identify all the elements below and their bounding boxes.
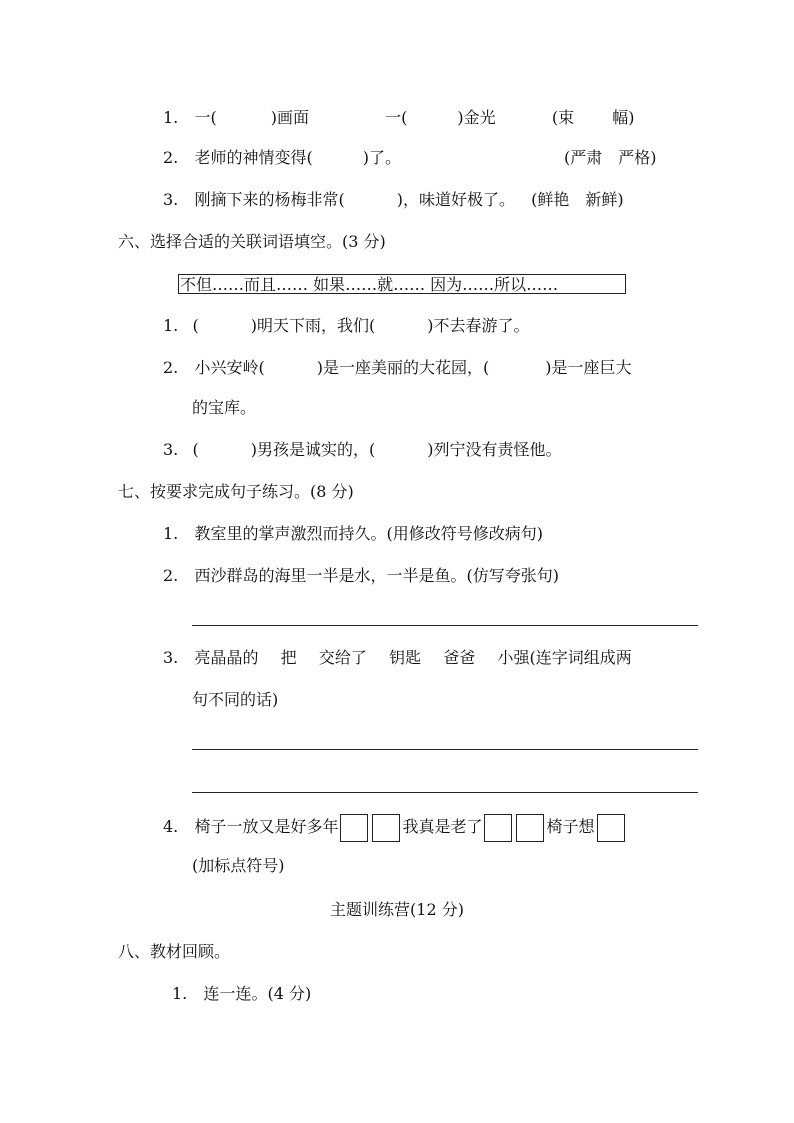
s5-q1-b-pre: 一( — [385, 108, 408, 127]
s6-q2-a: 小兴安岭( — [194, 358, 265, 377]
word-bank: 不但……而且…… 如果……就…… 因为……所以…… — [178, 274, 626, 294]
question-number: 2. — [163, 358, 179, 377]
answer-line[interactable] — [192, 749, 698, 750]
question-number: 4. — [163, 817, 179, 836]
s7-q1 — [163, 522, 543, 546]
s6-q2-cont: 的宝库。 — [192, 398, 257, 417]
s7-q4-part2: 我真是老了 — [402, 817, 483, 836]
s5-q2-pre: 老师的神情变得( — [194, 148, 313, 167]
s7-q2 — [163, 564, 559, 588]
s5-q2 — [163, 146, 401, 170]
s6-q1-b: )明天下雨，我们( — [250, 316, 376, 335]
s7-q1-text: 教室里的掌声激烈而持久。(用修改符号修改病句) — [194, 524, 543, 543]
s6-q1-a: ( — [192, 316, 199, 335]
word-chip: 交给了 — [318, 648, 367, 667]
question-number: 2. — [163, 566, 179, 585]
s8-q1-text: 连一连。(4 分) — [203, 984, 312, 1003]
s5-q3 — [163, 188, 624, 212]
s6-q2-c: )是一座巨大 — [545, 358, 632, 377]
answer-line[interactable] — [192, 625, 698, 626]
section-8-title: 八、教材回顾。 — [118, 942, 231, 961]
s5-q1-b-post: )金光 — [457, 108, 496, 127]
s7-q4-part3: 椅子想 — [546, 817, 595, 836]
s5-q1-opt-open: (束 — [551, 108, 575, 127]
s5-q1-a-pre: 一( — [194, 108, 217, 127]
word-chip: 亮晶晶的 — [194, 648, 259, 667]
word-chip: 爸爸 — [443, 648, 476, 667]
s5-q3-options: (鲜艳 新鲜) — [531, 190, 624, 209]
s5-q3-pre: 刚摘下来的杨梅非常( — [194, 190, 345, 209]
answer-line[interactable] — [192, 792, 698, 793]
s5-q1-a-post: )画面 — [270, 108, 309, 127]
s5-q2-post: )了。 — [362, 148, 401, 167]
punctuation-box[interactable] — [372, 814, 400, 842]
s7-q4-part1: 椅子一放又是好多年 — [194, 817, 339, 836]
word-chip: 钥匙 — [389, 648, 422, 667]
punctuation-box[interactable] — [597, 814, 625, 842]
s7-q3-instr: (连字词组成两 — [529, 648, 632, 667]
section-6-title: 六、选择合适的关联词语填空。(3 分) — [118, 232, 386, 251]
question-number: 1. — [163, 524, 179, 543]
s5-q2-options: (严肃 严格) — [564, 148, 657, 167]
question-number: 3. — [163, 648, 179, 667]
s6-q3-c: )列宁没有责怪他。 — [427, 440, 562, 459]
s5-q1 — [163, 106, 635, 130]
question-number: 2. — [163, 148, 179, 167]
s7-q4 — [163, 812, 627, 842]
s6-q3 — [163, 438, 561, 462]
s6-q2 — [163, 356, 631, 380]
punctuation-box[interactable] — [340, 814, 368, 842]
question-number: 1. — [163, 108, 179, 127]
s6-q2-b: )是一座美丽的大花园，( — [316, 358, 490, 377]
s5-q1-opt-close: 幅) — [612, 108, 635, 127]
s7-q4-instr: (加标点符号) — [192, 856, 285, 875]
s8-q1 — [172, 982, 311, 1006]
punctuation-box[interactable] — [484, 814, 512, 842]
s7-q3-instr-cont: 句不同的话) — [192, 690, 279, 709]
s5-q3-post: )，味道好极了。 — [396, 190, 515, 209]
question-number: 3. — [163, 190, 179, 209]
question-number: 1. — [163, 316, 179, 335]
word-chip: 把 — [280, 648, 297, 667]
s6-q1 — [163, 314, 529, 338]
question-number: 3. — [163, 440, 179, 459]
s6-q1-c: )不去春游了。 — [427, 316, 530, 335]
question-number: 1. — [172, 984, 188, 1003]
camp-title: 主题训练营(12 分) — [330, 900, 464, 919]
word-chip: 小强 — [497, 648, 530, 667]
s7-q3 — [163, 646, 632, 670]
s6-q3-a: ( — [192, 440, 199, 459]
section-7-title: 七、按要求完成句子练习。(8 分) — [118, 482, 354, 501]
s6-q3-b: )男孩是诚实的，( — [250, 440, 376, 459]
s7-q2-text: 西沙群岛的海里一半是水，一半是鱼。(仿写夸张句) — [194, 566, 559, 585]
punctuation-box[interactable] — [516, 814, 544, 842]
